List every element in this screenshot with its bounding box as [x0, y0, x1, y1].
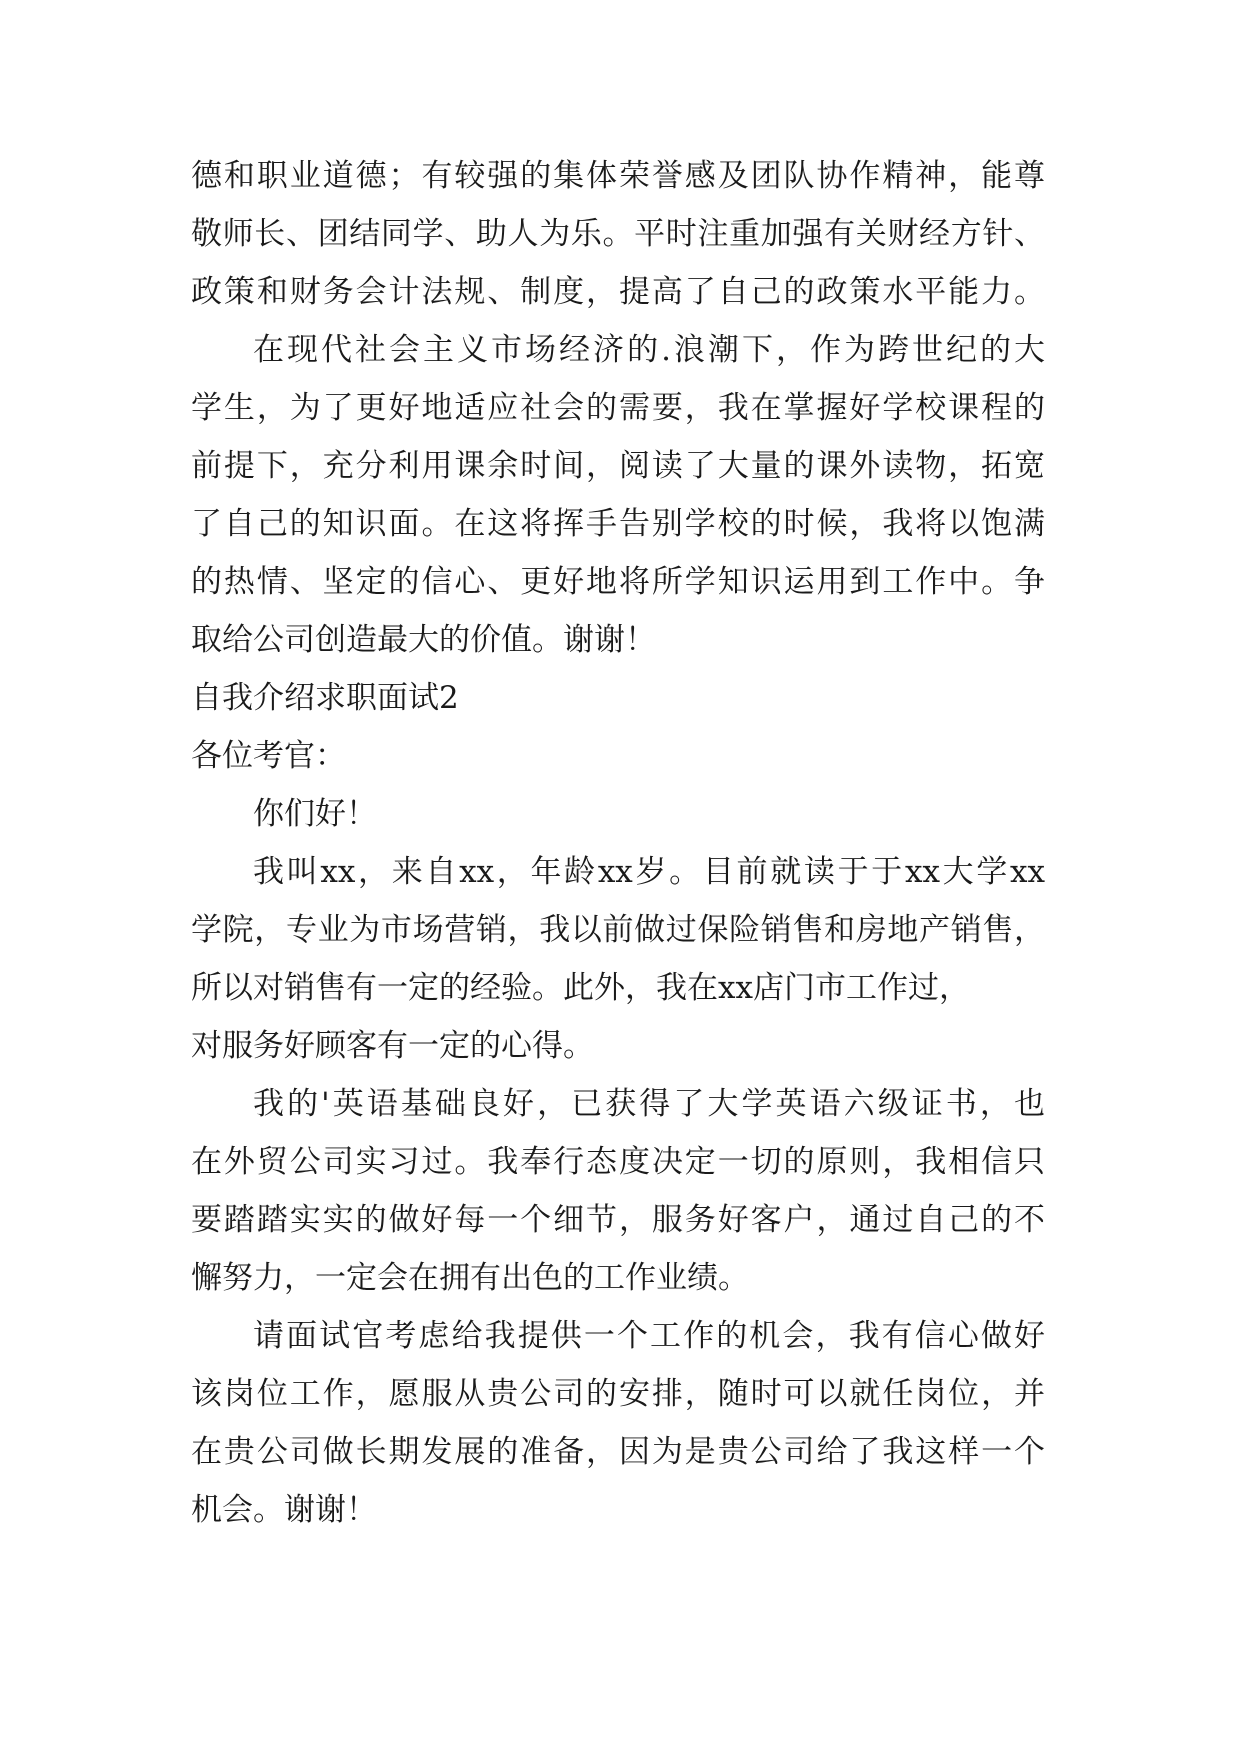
text-line: 对服务好顾客有一定的心得。: [191, 1028, 594, 1064]
greeting: 你们好！: [253, 796, 377, 832]
text-line: 所以对销售有一定的经验。此外，我在xx店门市工作过，: [191, 970, 970, 1006]
text-line: 我的'英语基础良好，已获得了大学英语六级证书，也: [253, 1086, 1045, 1122]
section-title: 自我介绍求职面试2: [191, 680, 459, 716]
text-line: 学院，专业为市场营销，我以前做过保险销售和房地产销售，: [191, 912, 1045, 948]
text-line: 敬师长、团结同学、助人为乐。平时注重加强有关财经方针、: [191, 216, 1045, 252]
text-line: 取给公司创造最大的价值。谢谢！: [191, 622, 656, 658]
text-line: 请面试官考虑给我提供一个工作的机会，我有信心做好: [253, 1318, 1045, 1354]
text-line: 我叫xx，来自xx，年龄xx岁。目前就读于于xx大学xx: [253, 854, 1045, 890]
text-line: 在贵公司做长期发展的准备，因为是贵公司给了我这样一个: [191, 1434, 1045, 1470]
text-line: 的热情、坚定的信心、更好地将所学知识运用到工作中。争: [191, 564, 1045, 600]
text-line: 机会。谢谢！: [191, 1492, 377, 1528]
salutation: 各位考官：: [191, 738, 346, 774]
text-line: 在现代社会主义市场经济的.浪潮下，作为跨世纪的大: [253, 332, 1045, 368]
text-line: 在外贸公司实习过。我奉行态度决定一切的原则，我相信只: [191, 1144, 1045, 1180]
text-line: 要踏踏实实的做好每一个细节，服务好客户，通过自己的不: [191, 1202, 1045, 1238]
text-line: 政策和财务会计法规、制度，提高了自己的政策水平能力。: [191, 274, 1045, 310]
text-line: 学生，为了更好地适应社会的需要，我在掌握好学校课程的: [191, 390, 1045, 426]
text-line: 了自己的知识面。在这将挥手告别学校的时候，我将以饱满: [191, 506, 1045, 542]
text-line: 前提下，充分利用课余时间，阅读了大量的课外读物，拓宽: [191, 448, 1045, 484]
text-line: 德和职业道德；有较强的集体荣誉感及团队协作精神，能尊: [191, 158, 1045, 194]
text-line: 懈努力，一定会在拥有出色的工作业绩。: [191, 1260, 749, 1296]
text-line: 该岗位工作，愿服从贵公司的安排，随时可以就任岗位，并: [191, 1376, 1045, 1412]
